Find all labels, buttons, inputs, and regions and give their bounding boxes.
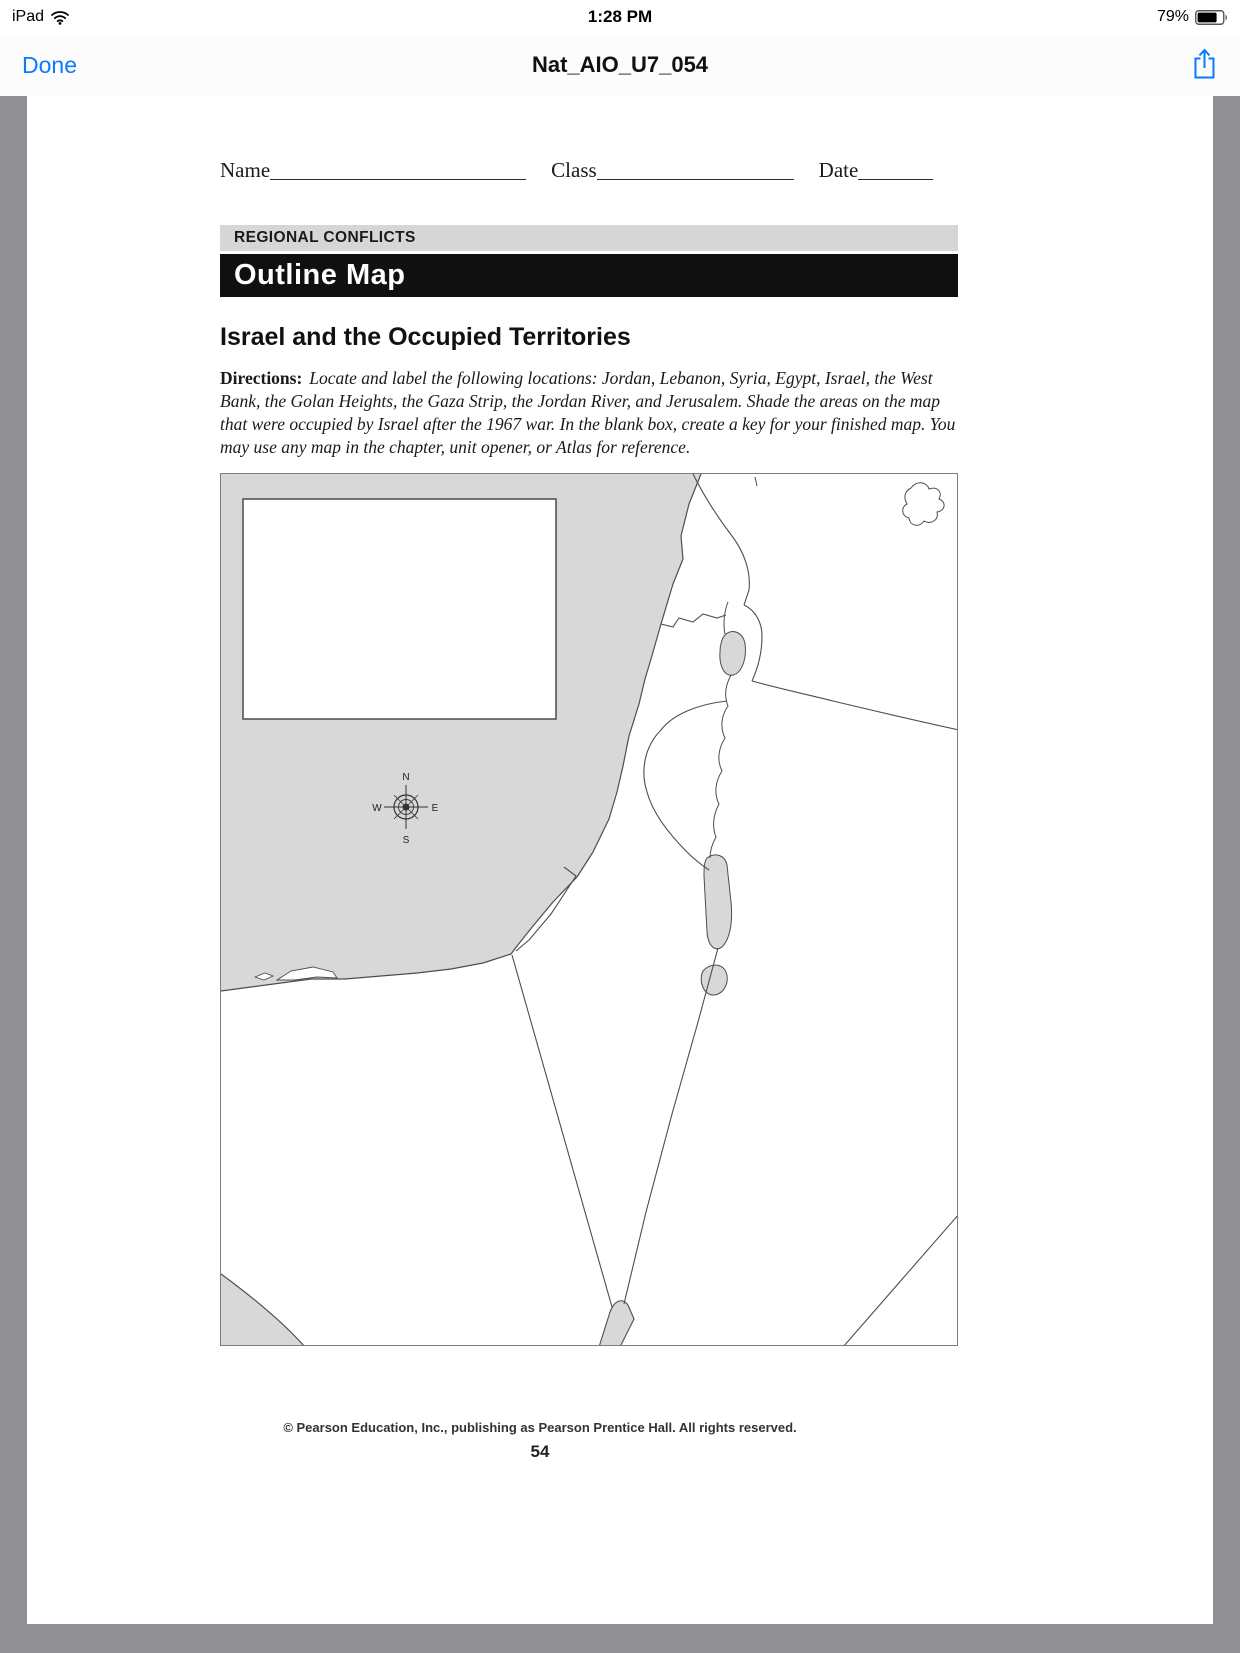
share-icon [1191,47,1218,80]
pdf-toolbar [0,34,1240,96]
compass-s-label: S [402,835,410,847]
worksheet-title: Israel and the Occupied Territories [220,323,631,351]
date-blank [858,179,933,180]
kicker-banner: REGIONAL CONFLICTS [220,225,958,251]
battery-percent: 79% [1156,8,1189,25]
status-bar [0,0,1240,34]
clock: 1:28 PM [587,7,653,26]
page-number: 54 [530,1442,550,1462]
directions-text: Locate and label the following locations: Jordan, Lebanon, Syria, Egypt, Israel, the West Bank, the Golan Heights, the Gaza Strip, the Jordan River, and Jerusalem. Shade the areas on the map that were occupied by Israel after the 1967 war. In the blank box, create a key for your finished map. You may use any map in the chapter, unit opener, or Atlas for reference. [220,368,956,458]
battery-icon [1195,10,1228,25]
device-label: iPad [12,8,45,25]
outline-map-banner: Outline Map [220,254,958,297]
copyright: © Pearson Education, Inc., publishing as Pearson Prentice Hall. All rights reserved. [283,1420,797,1436]
worksheet-page [27,96,1213,1624]
share-button[interactable] [1191,47,1218,83]
salt-flat [701,965,727,995]
class-blank [597,179,794,180]
name-blank [270,179,526,180]
name-label: Name [220,158,271,182]
outline-map [220,473,958,1346]
pdf-viewer [0,96,1240,1653]
directions [220,367,958,459]
compass-w-label: W [372,803,382,815]
date-label: Date [818,158,859,182]
compass-n-label: N [402,772,410,784]
document-title: Nat_AIO_U7_054 [531,52,709,77]
class-label: Class [551,158,597,182]
wifi-icon [50,10,70,25]
map-key-box [243,499,556,719]
directions-label: Directions: [220,368,303,388]
done-button[interactable]: Done [22,51,77,78]
compass-e-label: E [431,803,439,815]
name-class-date-row [220,96,958,183]
